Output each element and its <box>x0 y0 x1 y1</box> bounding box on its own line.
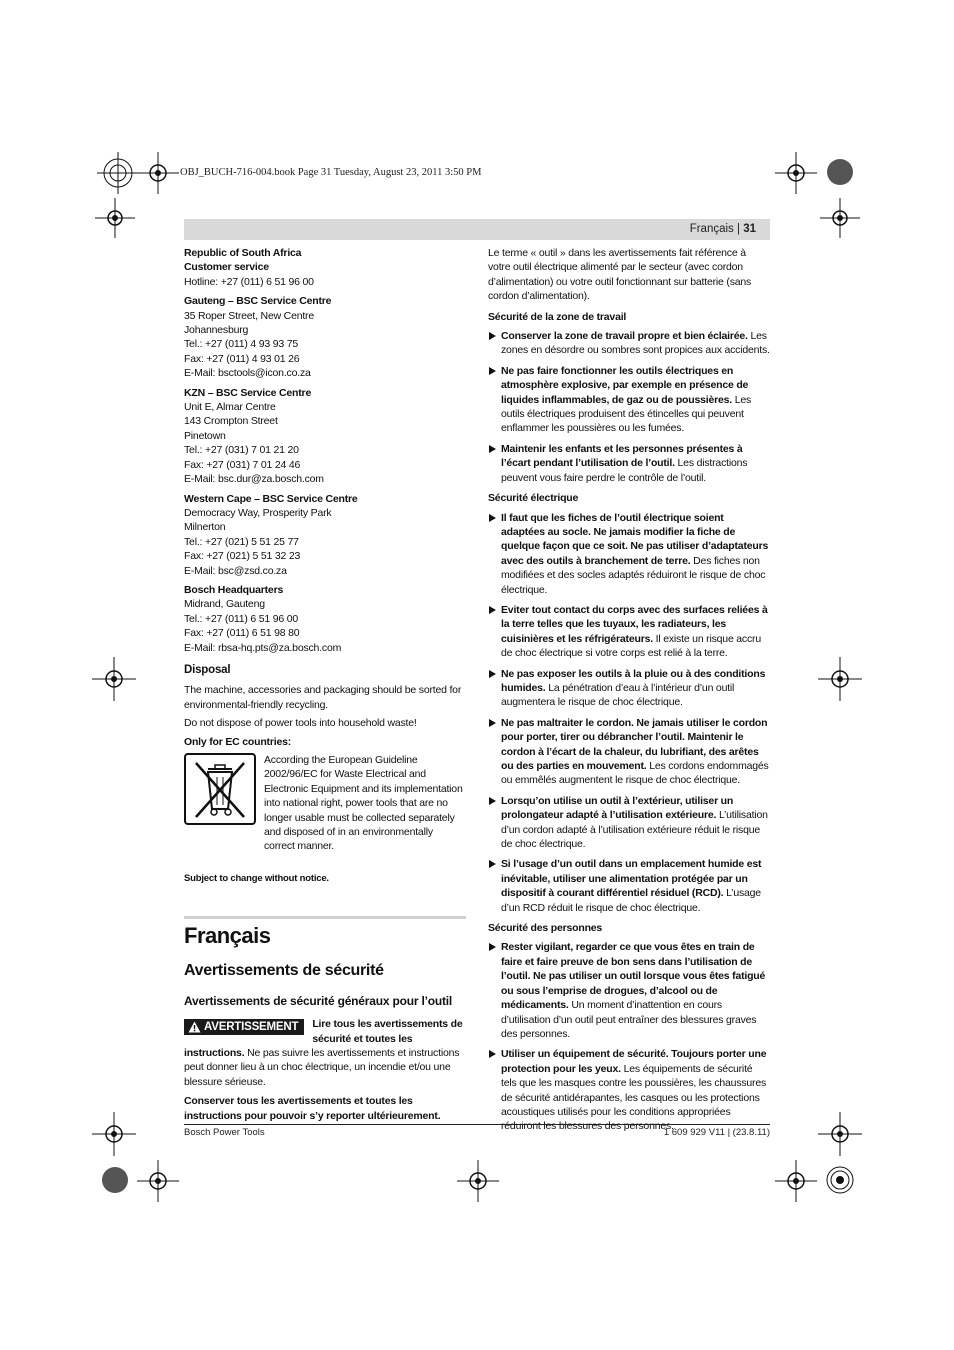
conserve-instructions: Conserver tous les avertissements et toutes les instructions pour pouvoir s’y reporter ultérieurement. <box>184 1095 441 1122</box>
warning-label: AVERTISSEMENT <box>204 1021 299 1034</box>
service-centre-gauteng <box>184 294 466 380</box>
centre-line: Fax: +27 (031) 7 01 24 46 <box>184 458 301 471</box>
item-bold: Lorsqu’on utilise un outil à l’extérieur, utiliser un prolongateur adapté à l’utilisation extérieure. <box>501 794 734 822</box>
centre-line: Democracy Way, Prosperity Park <box>184 506 332 519</box>
item-text: Il existe un risque accru de choc électrique si votre corps est relié à la terre. <box>501 632 761 660</box>
safety-item <box>488 667 770 710</box>
warning-bold-text: Lire tous les avertissements de sécurité et toutes les instructions. <box>184 1018 463 1060</box>
safety-item <box>488 794 770 852</box>
language-title: Français <box>184 923 271 949</box>
centre-line: Tel.: +27 (031) 7 01 21 20 <box>184 444 299 457</box>
item-text: L’utilisation d’un cordon adapté à l’utilisation extérieure réduit le risque de choc électrique. <box>501 809 768 851</box>
centre-line: Johannesburg <box>184 324 249 337</box>
centre-line: Tel.: +27 (011) 6 51 96 00 <box>184 612 298 625</box>
item-bold: Ne pas maltraiter le cordon. Ne jamais utiliser le cordon pour porter, tirer ou débrancher l’outil. Maintenir le cordon à l’écart de la chaleur, du lubrifiant, des arêtes ou des parties en mouvement. <box>501 716 768 772</box>
warning-text: Ne pas suivre les avertissements et instructions peut donner lieu à un choc électrique, un incendie et/ou une blessure sérieuse. <box>184 1047 460 1088</box>
registration-mark-left-upper <box>95 198 135 238</box>
color-target-bottom-right <box>825 1165 855 1195</box>
bullet-triangle-icon <box>489 943 496 951</box>
registration-mark-bottom-center <box>455 1158 501 1204</box>
centre-line: 35 Roper Street, New Centre <box>184 309 314 322</box>
item-text: Les équipements de sécurité tels que les masques contre les poussières, les chaussures de sécurité antidérapantes, les casques ou les protections acoustiques utilisés pour les conditions appropriées réduiront les blessures des personnes. <box>501 1062 767 1133</box>
item-text: Les distractions peuvent vous faire perdre le contrôle de l’outil. <box>501 457 748 484</box>
centre-line: Fax: +27 (011) 6 51 98 80 <box>184 627 300 640</box>
subject-notice: Subject to change without notice. <box>184 872 329 884</box>
footer-brand: Bosch Power Tools <box>184 1127 265 1138</box>
centre-line: E-Mail: bsc.dur@za.bosch.com <box>184 473 324 486</box>
item-bold: Utiliser un équipement de sécurité. Toujours porter une protection pour les yeux. <box>501 1048 767 1075</box>
left-column <box>184 246 466 1127</box>
ec-text: According the European Guideline 2002/96/EC for Waste Electrical and Electronic Equipment and its implementation into national right, power tools that are no longer usable must be collected separately and disposed of in an environmentally correct manner. <box>264 754 463 853</box>
color-target-bottom-left <box>100 1165 130 1195</box>
bullet-triangle-icon <box>489 367 496 375</box>
page-number: 31 <box>743 223 756 235</box>
item-text: Des fiches non modifiées et des socles adaptés réduiront le risque de choc électrique. <box>501 554 766 596</box>
registration-mark-right-lower <box>818 1112 862 1156</box>
registration-mark-top-right-1 <box>773 150 819 196</box>
warning-triangle-icon <box>188 1021 201 1033</box>
item-bold: Si l’usage d’un outil dans un emplacement humide est inévitable, utiliser une alimentation protégée par un dispositif à courant différentiel résiduel (RCD). <box>501 858 762 900</box>
disposal-paragraph: The machine, accessories and packaging should be sorted for environmental-friendly recycling. <box>184 684 462 711</box>
service-centre-kzn <box>184 386 466 487</box>
page-header: Français | 31 <box>689 223 756 235</box>
warning-badge <box>184 1019 304 1035</box>
bullet-triangle-icon <box>489 514 496 522</box>
bullet-triangle-icon <box>489 860 496 868</box>
header-language: Français <box>689 223 734 235</box>
safety-item <box>488 857 770 915</box>
bullet-triangle-icon <box>489 606 496 614</box>
color-target-top-right <box>825 157 855 187</box>
section-title: Sécurité électrique <box>488 492 579 505</box>
centre-title: Gauteng – BSC Service Centre <box>184 295 332 308</box>
footer-doc-number: 1 609 929 V11 | (23.8.11) <box>663 1127 770 1138</box>
centre-title: Western Cape – BSC Service Centre <box>184 492 358 505</box>
ec-heading: Only for EC countries: <box>184 735 292 748</box>
country-heading: Republic of South Africa <box>184 247 302 259</box>
registration-mark-right-middle <box>818 657 862 701</box>
centre-line: E-Mail: rbsa-hq.pts@za.bosch.com <box>184 641 342 654</box>
centre-line: Unit E, Almar Centre <box>184 401 276 414</box>
centre-title: KZN – BSC Service Centre <box>184 386 312 399</box>
disposal-heading: Disposal <box>184 663 231 676</box>
item-bold: Conserver la zone de travail propre et bien éclairée. <box>501 330 748 343</box>
item-text: Les zones en désordre ou sombres sont propices aux accidents. <box>501 330 770 357</box>
centre-line: Fax: +27 (021) 5 51 32 23 <box>184 550 301 563</box>
bullet-triangle-icon <box>489 670 496 678</box>
bullet-triangle-icon <box>489 332 496 340</box>
registration-mark-left-middle <box>92 657 136 701</box>
item-bold: Rester vigilant, regarder ce que vous êtes en train de faire et faire preuve de bon sens dans l’utilisation de l’outil. Ne pas utiliser un outil lorsque vous êtes fatigué ou sous l’emprise de drogues, d’alcool ou de médicaments. <box>501 941 766 1012</box>
customer-service-block <box>184 260 466 289</box>
service-centre-western-cape <box>184 492 466 578</box>
crossed-bin-icon <box>184 753 256 825</box>
bullet-triangle-icon <box>489 1050 496 1058</box>
item-bold: Il faut que les fiches de l’outil électrique soient adaptées au socle. Ne jamais modifier la fiche de quelque façon que ce soit. Ne pas utiliser d’adaptateurs avec des outils à branchement de terre. <box>501 511 769 567</box>
bullet-triangle-icon <box>489 445 496 453</box>
page-header-band <box>184 219 770 240</box>
section-title: Sécurité de la zone de travail <box>488 310 627 323</box>
safety-item <box>488 716 770 788</box>
item-bold: Ne pas faire fonctionner les outils électriques en atmosphère explosive, par exemple en présence de liquides inflammables, de gaz ou de poussières. <box>501 364 749 406</box>
safety-item <box>488 940 770 1041</box>
general-safety-heading: Avertissements de sécurité généraux pour l’outil <box>184 994 453 1009</box>
registration-mark-right-upper <box>820 198 860 238</box>
registration-mark-top-center <box>135 150 181 196</box>
bullet-triangle-icon <box>489 797 496 805</box>
centre-line: E-Mail: bsctools@icon.co.za <box>184 367 311 380</box>
section-title: Sécurité des personnes <box>488 922 603 935</box>
item-text: L’usage d’un RCD réduit le risque de choc électrique. <box>501 887 761 914</box>
item-bold: Maintenir les enfants et les personnes présentes à l’écart pendant l’utilisation de l’outil. <box>501 442 743 470</box>
registration-mark-left-lower <box>92 1112 136 1156</box>
centre-line: Tel.: +27 (021) 5 51 25 77 <box>184 535 299 548</box>
section-divider <box>184 916 466 919</box>
safety-item <box>488 603 770 661</box>
safety-item <box>488 511 770 597</box>
bullet-triangle-icon <box>489 719 496 727</box>
centre-line: Tel.: +27 (011) 4 93 93 75 <box>184 338 298 351</box>
warning-paragraph <box>184 1017 466 1089</box>
centre-line: Midrand, Gauteng <box>184 598 265 611</box>
centre-line: E-Mail: bsc@zsd.co.za <box>184 564 287 577</box>
page-footer <box>184 1124 770 1138</box>
item-bold: Eviter tout contact du corps avec des surfaces reliées à la terre telles que les tuyaux, les radiateurs, les cuisinières et les réfrigérateurs. <box>501 603 768 645</box>
centre-title: Bosch Headquarters <box>184 583 284 596</box>
item-text: Les outils électriques produisent des étincelles qui peuvent enflammer les poussières ou les fumées. <box>501 393 752 435</box>
safety-heading: Avertissements de sécurité <box>184 962 384 980</box>
right-column <box>488 246 770 1140</box>
safety-item <box>488 442 770 485</box>
registration-mark-bottom-right <box>773 1158 819 1204</box>
item-text: Un moment d’inattention en cours d’utilisation d’un outil peut entraîner des blessures graves des personnes. <box>501 999 757 1040</box>
bosch-headquarters <box>184 583 466 655</box>
intro-paragraph: Le terme « outil » dans les avertissements fait référence à votre outil électrique alimenté par le secteur (avec cordon d’alimentation) ou votre outil fonctionnant sur batterie (sans cordon d’alimentation). <box>488 247 752 303</box>
safety-item <box>488 1047 770 1133</box>
print-slug: OBJ_BUCH-716-004.book Page 31 Tuesday, August 23, 2011 3:50 PM <box>180 167 482 178</box>
centre-line: Fax: +27 (011) 4 93 01 26 <box>184 352 300 365</box>
item-text: La pénétration d’eau à l’intérieur d’un outil augmentera le risque de choc électrique. <box>501 681 735 709</box>
item-bold: Ne pas exposer les outils à la pluie ou à des conditions humides. <box>501 667 766 694</box>
registration-mark-bottom-left <box>135 1158 181 1204</box>
safety-item <box>488 329 770 358</box>
centre-line: Pinetown <box>184 429 226 442</box>
centre-line: Milnerton <box>184 521 226 534</box>
disposal-warning: Do not dispose of power tools into household waste! <box>184 717 417 730</box>
weee-block <box>184 753 466 854</box>
item-text: Les cordons endommagés ou emmêlés augmentent le risque de choc électrique. <box>501 760 769 787</box>
customer-service-title: Customer service <box>184 261 269 274</box>
safety-item <box>488 364 770 436</box>
centre-line: 143 Crompton Street <box>184 415 278 428</box>
customer-service-line: Hotline: +27 (011) 6 51 96 00 <box>184 275 314 288</box>
